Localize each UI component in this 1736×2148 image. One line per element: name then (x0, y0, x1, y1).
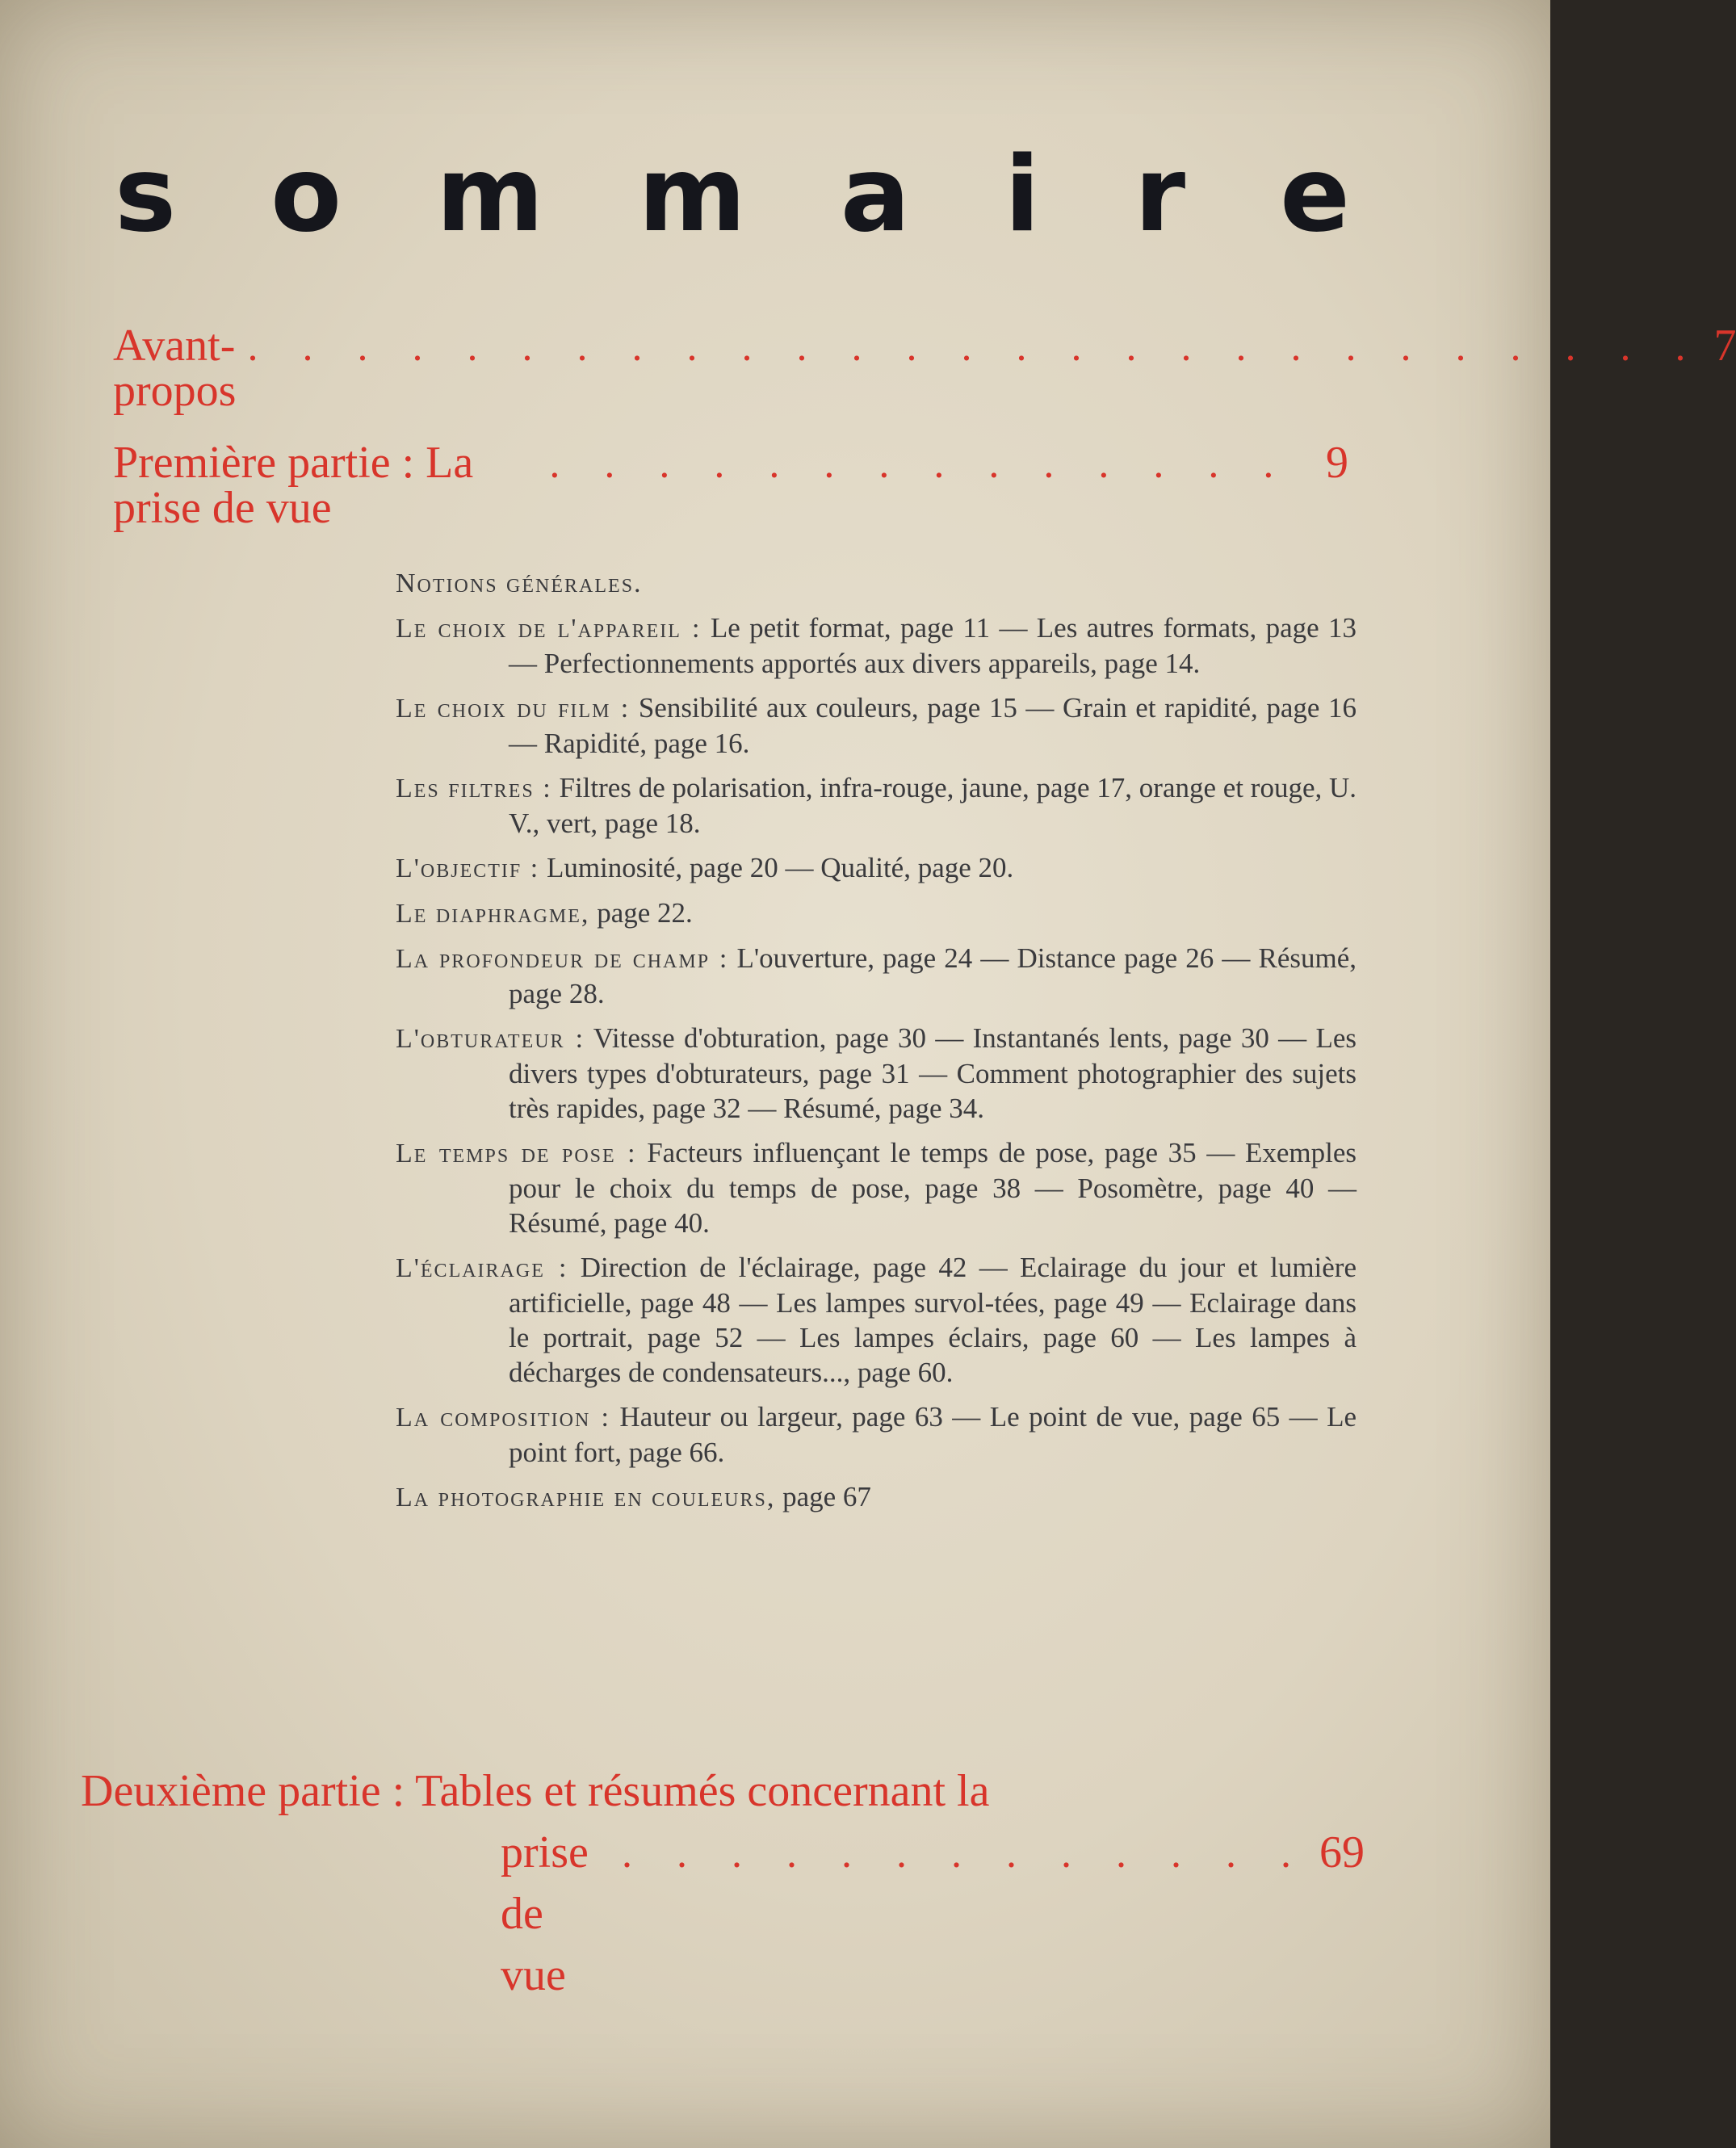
entry-heading: La photographie en couleurs, (396, 1483, 776, 1512)
title-letter: r (1134, 135, 1186, 255)
dot-leader: . . . . . . . . . . . . . . . . . . . . . . . . . . . (247, 324, 1703, 370)
toc-entry (396, 1250, 1357, 1390)
entry-text: page 67 (782, 1481, 871, 1512)
entry-heading: L'éclairage : (396, 1253, 568, 1283)
entry-text: L'ouverture, page 24 — Distance page 26 — Résumé, page 28. (509, 942, 1357, 1009)
deuxieme-partie-page: 69 (1319, 1827, 1365, 1877)
entry-heading: Le temps de pose : (396, 1139, 637, 1168)
entry-heading: L'obturateur : (396, 1024, 585, 1054)
avant-propos-page: 7 (1713, 321, 1736, 371)
premiere-partie-label: Première partie : La prise de vue (113, 438, 474, 533)
entry-text: Le petit format, page 11 — Les autres formats, page 13 — Perfectionnements apportés aux divers appareils, page 14. (509, 612, 1357, 679)
entry-heading: Le diaphragme, (396, 899, 590, 929)
avant-propos-label: Avant-propos (113, 321, 237, 416)
entry-text: Hauteur ou largeur, page 63 — Le point de vue, page 65 — Le point fort, page 66. (509, 1401, 1357, 1468)
entry-text: Direction de l'éclairage, page 42 — Eclairage du jour et lumière artificielle, page 48 — Les lampes survol-tées, page 49 — Eclairage dans le portrait, page 52 — Les lampes éclairs, page 60 — Les lampes à décharges de condensateurs..., page 60. (509, 1252, 1357, 1388)
entry-heading: La profondeur de champ : (396, 944, 729, 974)
page-title (115, 135, 1350, 255)
toc-entry (396, 690, 1357, 761)
title-letter: a (840, 135, 911, 255)
toc-entry (396, 850, 1357, 886)
entry-heading: L'objectif : (396, 854, 540, 883)
deuxieme-partie-line2: prise de vue (501, 1827, 589, 2000)
deuxieme-partie-line2-row (81, 1822, 1365, 2006)
toc-entry (396, 565, 1357, 601)
entry-heading: Le choix de l'appareil : (396, 614, 702, 644)
title-letter: e (1280, 135, 1350, 255)
entry-text: Facteurs influençant le temps de pose, page 35 — Exemples pour le choix du temps de pose, page 38 — Posomètre, page 40 — Résumé, page 40. (509, 1137, 1357, 1239)
entry-heading: Les filtres : (396, 774, 552, 803)
toc-entry (396, 1021, 1357, 1126)
entry-heading: La composition : (396, 1403, 610, 1433)
toc-premiere-partie (113, 440, 1348, 531)
dot-leader: . . . . . . . . . . . . . (622, 1831, 1308, 1877)
dot-leader: . . . . . . . . . . . . . . (549, 441, 1291, 487)
entry-heading: Notions générales. (396, 568, 643, 598)
entry-text: Sensibilité aux couleurs, page 15 — Grain et rapidité, page 16 — Rapidité, page 16. (509, 692, 1357, 759)
entry-text: Filtres de polarisation, infra-rouge, jaune, page 17, orange et rouge, U. V., vert, page 18. (509, 772, 1357, 839)
entry-text: Luminosité, page 20 — Qualité, page 20. (546, 852, 1014, 883)
deuxieme-partie-line1: Deuxième partie : Tables et résumés concernant la (81, 1766, 990, 1816)
toc-entry (396, 896, 1357, 931)
title-letter: i (1004, 135, 1041, 255)
title-letter: s (115, 135, 177, 255)
entry-text: Vitesse d'obturation, page 30 — Instantanés lents, page 30 — Les divers types d'obturateurs, page 31 — Comment photographier des sujets très rapides, page 32 — Résumé, page 34. (509, 1022, 1357, 1124)
title-letter: m (436, 135, 544, 255)
premiere-partie-page: 9 (1326, 438, 1348, 488)
toc-entry (396, 610, 1357, 681)
entry-heading: Le choix du film : (396, 694, 631, 724)
toc-deuxieme-partie (81, 1760, 1365, 2006)
toc-entry (396, 1479, 1357, 1515)
title-letter: m (638, 135, 746, 255)
toc-entry (396, 770, 1357, 841)
toc-entry (396, 1399, 1357, 1470)
entry-text: page 22. (597, 897, 693, 929)
toc-subentries (396, 565, 1357, 1525)
toc-entry (396, 1135, 1357, 1240)
title-letter: o (270, 135, 342, 255)
toc-entry (396, 941, 1357, 1011)
toc-avant-propos (113, 321, 1736, 416)
